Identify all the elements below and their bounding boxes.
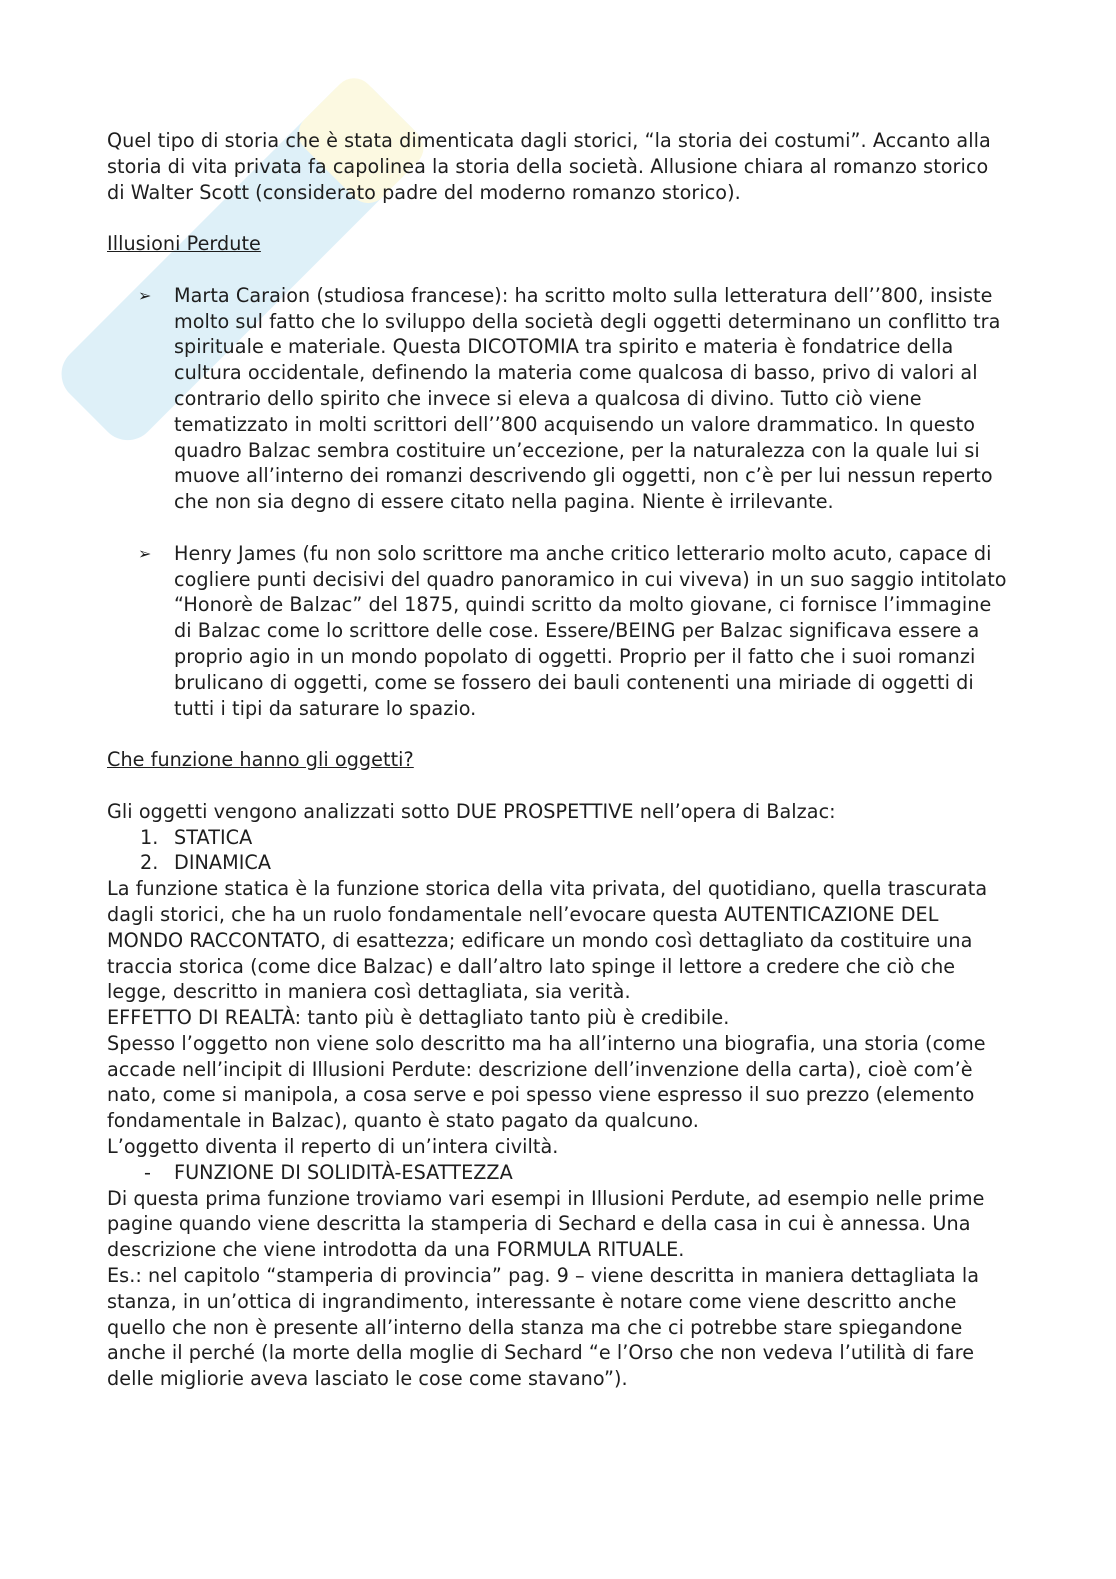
number-marker: 2. [140, 851, 159, 875]
numbered-text: STATICA [174, 825, 253, 849]
intro-paragraph: Quel tipo di storia che è stata dimenticata dagli storici, “la storia dei costumi”. Accanto alla storia di vita privata fa capolinea la storia della società. Allusione chiara al romanzo storico di Walter Scott (considerato padre del moderno romanzo storico). [107, 129, 991, 204]
paragraph-esempi: Di questa prima funzione troviamo vari esempi in Illusioni Perdute, ad esempio nelle prime pagine quando viene descritta la stamperia di Sechard e della casa in cui è annessa. Una descrizione che viene introdotta da una FORMULA RITUALE. [107, 1186, 985, 1262]
numbered-item-dinamica [107, 850, 1012, 876]
paragraph-esempio-stamperia: Es.: nel capitolo “stamperia di provincia” pag. 9 – viene descritta in maniera dettagliata la stanza, in un’ottica di ingrandimento, interessante è notare come viene descritto anche quello che non è presente all’interno della stanza ma che ci potrebbe stare spiegandone anche il perché (la morte della moglie di Sechard “e l’Orso che non vedeva l’utilità di fare delle migliorie aveva lasciato le cose come stavano”). [107, 1264, 980, 1391]
bullet-item-james [107, 541, 1012, 722]
bullet-text: Henry James (fu non solo scrittore ma anche critico letterario molto acuto, capace di cogliere punti decisivi del quadro panoramico in cui viveva) in un suo saggio intitolato “Honorè de Balzac” del 1875, quindi scritto da molto giovane, ci fornisce l’immagine di Balzac come lo scrittore delle cose. Essere/BEING per Balzac significava essere a proprio agio in un mondo popolato di oggetti. Proprio per il fatto che i suoi romanzi brulicano di oggetti, come se fossero dei bauli contenenti una miriade di oggetti di tutti i tipi da saturare lo spazio. [174, 541, 1007, 720]
number-marker: 1. [140, 825, 159, 849]
dash-item-solidita [107, 1160, 1012, 1186]
numbered-item-statica [107, 825, 1012, 851]
paragraph-effetto-realta: EFFETTO DI REALTÀ: tanto più è dettagliato tanto più è credibile. [107, 1006, 730, 1030]
list-spacer [107, 515, 1012, 541]
bullet-text: Marta Caraion (studiosa francese): ha scritto molto sulla letteratura dell’’800, insiste molto sul fatto che lo sviluppo della società degli oggetti determinano un conflitto tra spirituale e materiale. Questa DICOTOMIA tra spirito e materia è fondatrice della cultura occidentale, definendo la materia come qualcosa di basso, privo di valori al contrario dello spirito che invece si eleva a qualcosa di divino. Tutto ciò viene tematizzato in molti scrittori dell’’800 acquisendo un valore drammatico. In questo quadro Balzac sembra costituire un’eccezione, per la naturalezza con la quale lui si muove all’interno dei romanzi descrivendo gli oggetti, non c’è per lui nessun reperto che non sia degno di essere citato nella pagina. Niente è irrilevante. [174, 283, 1001, 514]
paragraph-reperto: L’oggetto diventa il reperto di un’intera civiltà. [107, 1135, 559, 1159]
heading-illusioni-perdute: Illusioni Perdute [107, 232, 261, 256]
bullet-item-caraion [107, 283, 1012, 515]
arrow-bullet-icon: ➢ [138, 543, 152, 563]
bullet-list [107, 283, 1012, 722]
dash-text: FUNZIONE DI SOLIDITÀ-ESATTEZZA [174, 1160, 513, 1184]
numbered-text: DINAMICA [174, 851, 272, 875]
document-page [107, 128, 1012, 1392]
prospettive-intro: Gli oggetti vengono analizzati sotto DUE PROSPETTIVE nell’opera di Balzac: [107, 799, 836, 823]
arrow-bullet-icon: ➢ [138, 285, 152, 305]
heading-funzione-oggetti: Che funzione hanno gli oggetti? [107, 748, 414, 772]
dash-marker: - [144, 1160, 151, 1184]
paragraph-biografia: Spesso l’oggetto non viene solo descritto ma ha all’interno una biografia, una storia (come accade nell’incipit di Illusioni Perdute: descrizione dell’invenzione della carta), cioè com’è nato, come si manipola, a cosa serve e poi spesso viene espresso il suo prezzo (elemento fondamentale in Balzac), quanto è stato pagato da qualcuno. [107, 1031, 986, 1133]
paragraph-statica: La funzione statica è la funzione storica della vita privata, del quotidiano, quella trascurata dagli storici, che ha un ruolo fondamentale nell’evocare questa AUTENTICAZIONE DEL MONDO RACCONTATO, di esattezza; edificare un mondo così dettagliato da costituire una traccia storica (come dice Balzac) e dall’altro lato spinge il lettore a credere che ciò che legge, descritto in maniera così dettagliata, sia verità. [107, 877, 988, 1004]
